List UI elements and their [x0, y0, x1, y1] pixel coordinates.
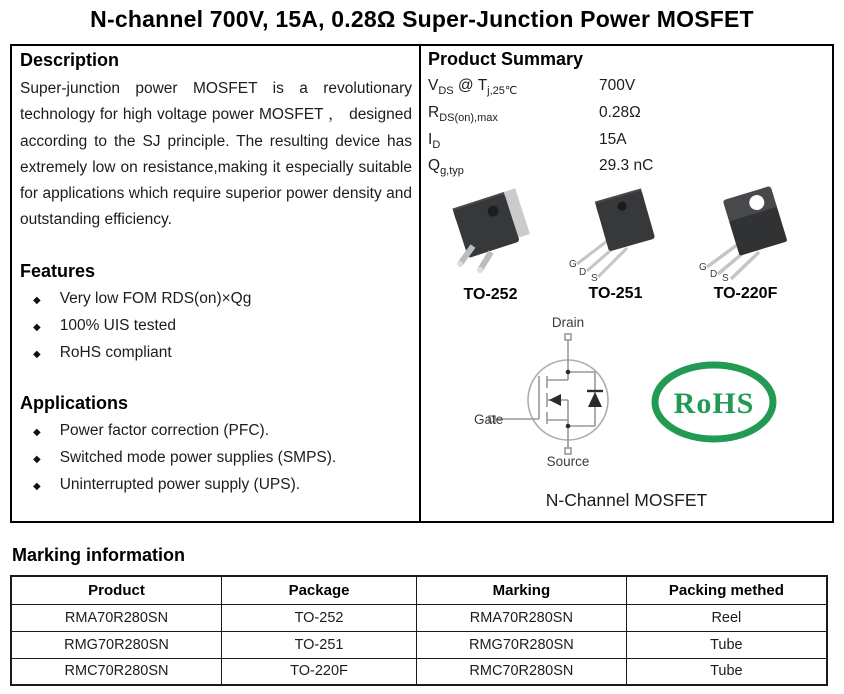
table-cell-packing: Tube [626, 658, 827, 685]
table-header-cell: Packing methed [626, 576, 827, 604]
to252-package-image [438, 187, 543, 279]
application-item [20, 449, 412, 476]
marking-information-heading: Marking information [12, 545, 186, 565]
table-cell-product: RMC70R280SN [11, 658, 222, 685]
applications-list [20, 422, 412, 503]
svg-text:G: G [569, 259, 577, 270]
package-label: TO-252 [463, 286, 518, 303]
table-cell-marking: RMG70R280SN [417, 631, 627, 658]
table-cell-package: TO-251 [222, 631, 417, 658]
table-cell-package: TO-220F [222, 658, 417, 685]
features-list [20, 290, 412, 371]
description-heading: Description [20, 50, 120, 70]
package-figure-to251 [563, 186, 668, 303]
diamond-bullet-icon: ◆ [33, 348, 41, 360]
svg-text:S: S [722, 273, 729, 281]
to220f-package-image [693, 186, 798, 281]
mosfet-caption: N-Channel MOSFET [545, 490, 708, 510]
feature-item-label: Very low FOM RDS(on)×Qg [59, 289, 252, 307]
table-cell-marking: RMA70R280SN [417, 604, 627, 631]
feature-item [20, 317, 412, 344]
feature-item-label: 100% UIS tested [59, 316, 177, 334]
table-row [11, 631, 827, 658]
table-cell-product: RMG70R280SN [11, 631, 222, 658]
summary-value: 29.3 nC [599, 157, 654, 175]
package-figure-to220f [693, 186, 798, 303]
summary-row [428, 157, 823, 184]
svg-text:D: D [710, 269, 718, 280]
diamond-bullet-icon: ◆ [33, 321, 41, 333]
applications-heading: Applications [20, 392, 129, 413]
table-cell-packing: Tube [626, 631, 827, 658]
application-item-label: Uninterrupted power supply (UPS). [59, 475, 301, 493]
gate-label: Gate [474, 412, 504, 427]
drain-label: Drain [551, 315, 585, 330]
svg-text:D: D [579, 267, 587, 278]
table-header-cell: Marking [417, 576, 627, 604]
summary-value: 700V [599, 77, 636, 94]
diamond-bullet-icon: ◆ [33, 294, 41, 306]
package-label: TO-251 [588, 285, 643, 302]
right-column [421, 46, 832, 521]
table-cell-product: RMA70R280SN [11, 604, 222, 631]
table-cell-marking: RMC70R280SN [417, 658, 627, 685]
feature-item [20, 344, 412, 371]
svg-text:S: S [591, 273, 598, 281]
product-summary-heading: Product Summary [428, 49, 584, 69]
product-summary-table [428, 77, 823, 184]
summary-row [428, 131, 823, 158]
summary-param: $Q_{g,typ}$ [428, 157, 464, 178]
mosfet-symbol-diagram [461, 314, 661, 469]
feature-item-label: RoHS compliant [59, 343, 172, 361]
source-label: Source [546, 454, 590, 469]
application-item-label: Switched mode power supplies (SMPS). [59, 448, 337, 466]
table-header-row [11, 576, 827, 604]
summary-row [428, 77, 823, 104]
diamond-bullet-icon: ◆ [33, 480, 41, 492]
summary-param: $V_{DS}$ @ $T_{j,25℃}$ [428, 77, 518, 98]
package-figure-to252 [438, 187, 543, 304]
datasheet-summary-box [10, 44, 834, 523]
features-heading: Features [20, 260, 96, 281]
table-row [11, 604, 827, 631]
table-cell-packing: Reel [626, 604, 827, 631]
table-header-cell: Product [11, 576, 222, 604]
application-item [20, 476, 412, 503]
description-text: Super-junction power MOSFET is a revolutionary technology for high voltage power MOSFET ， designed according to the SJ principle. The resulting device has extremely low on resistance,making it especially suitable for applications which require superior power density and outstanding efficiency. [20, 80, 412, 229]
diamond-bullet-icon: ◆ [33, 426, 41, 438]
page-title: N-channel 700V, 15A, 0.28Ω Super-Junction Power MOSFET [90, 6, 754, 32]
summary-param: $I_D$ [428, 130, 441, 151]
diamond-bullet-icon: ◆ [33, 453, 41, 465]
svg-text:G: G [699, 262, 707, 273]
application-item-label: Power factor correction (PFC). [59, 421, 270, 439]
table-cell-package: TO-252 [222, 604, 417, 631]
left-column [12, 46, 421, 521]
package-label: TO-220F [713, 285, 778, 302]
application-item [20, 422, 412, 449]
table-row [11, 658, 827, 685]
summary-value: 15A [599, 130, 627, 148]
marking-table [10, 575, 828, 686]
rohs-logo [649, 358, 779, 446]
to251-package-image [563, 186, 668, 281]
summary-row [428, 104, 823, 131]
summary-value: 0.28Ω [599, 103, 641, 121]
summary-param: $R_{DS(on),max}$ [428, 103, 498, 124]
rohs-label: RoHS [673, 387, 755, 420]
feature-item [20, 290, 412, 317]
table-header-cell: Package [222, 576, 417, 604]
